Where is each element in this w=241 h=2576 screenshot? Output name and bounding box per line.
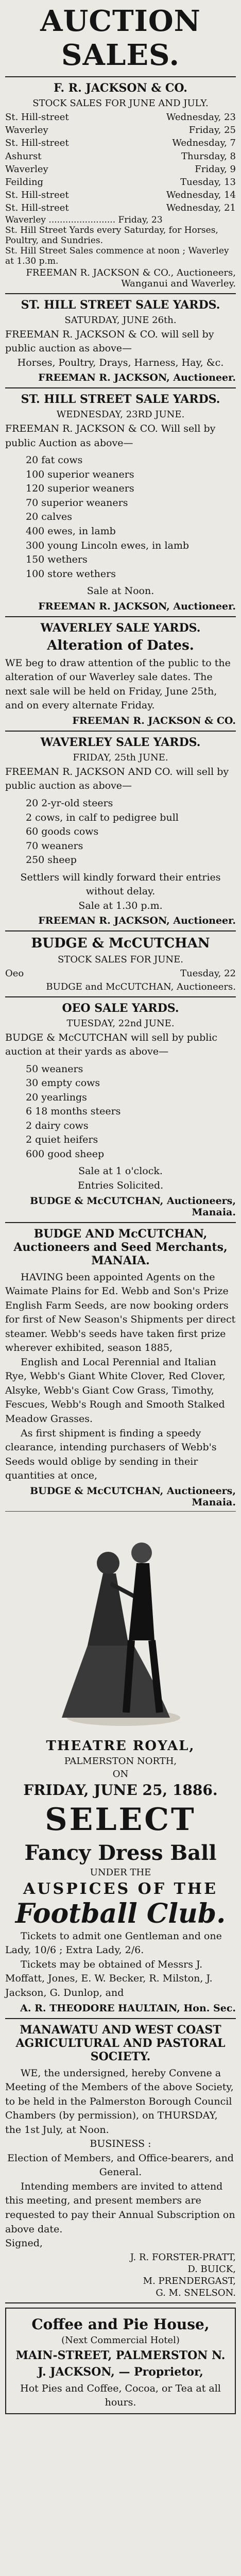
stock-date: Friday, 25 bbox=[188, 125, 236, 136]
stock-place: Waverley bbox=[5, 125, 48, 136]
alteration-notice bbox=[5, 621, 236, 726]
signatory: M. PRENDERGAST, bbox=[143, 2275, 236, 2286]
divider bbox=[5, 76, 236, 77]
advert-title: Coffee and Pie House, bbox=[31, 2315, 210, 2333]
stock-place: Waverley bbox=[5, 163, 48, 175]
list-item: 2 cows, in calf to pedigree bull bbox=[26, 811, 179, 823]
select-heading: SELECT bbox=[45, 1801, 196, 1838]
entries-note: Entries Solicited. bbox=[77, 1180, 164, 1192]
list-item: 70 superior weaners bbox=[26, 497, 128, 509]
sale-time: Sale at 1.30 p.m. bbox=[78, 900, 163, 911]
stock-date: Tuesday, 13 bbox=[180, 176, 236, 188]
divider bbox=[5, 930, 236, 931]
venue-title: THEATRE ROYAL, bbox=[46, 1738, 195, 1754]
list-item: 20 fat cows bbox=[26, 454, 83, 466]
firm-name: F. R. JACKSON & CO. bbox=[54, 81, 187, 95]
list-item: 70 weaners bbox=[26, 840, 83, 852]
notice-body: English and Local Perennial and Italian Rye, Webb's Giant White Clover, Red Clover, Alsyke, Webb's Giant Cow Grass, Timothy, Fescues, Webb's Rough and Smooth Stalked Meadow Grasses. bbox=[5, 1356, 226, 1425]
dancers-illustration bbox=[5, 1517, 236, 1733]
stock-note: Waverley ........................ Friday, 23 bbox=[5, 214, 163, 225]
dancing-couple-icon bbox=[5, 1517, 236, 1733]
notice-items: Horses, Poultry, Drays, Harness, Hay, &c. bbox=[17, 357, 224, 368]
notice-date: TUESDAY, 22nd JUNE. bbox=[66, 1018, 175, 1029]
notice-body: FREEMAN R. JACKSON & CO. Will sell by public Auction as above— bbox=[5, 423, 216, 449]
notice-title: BUDGE AND McCUTCHAN, Auctioneers and Seed Merchants, MANAIA. bbox=[13, 1227, 228, 1267]
sale-time: Sale at Noon. bbox=[87, 585, 154, 597]
advert-address: MAIN-STREET, PALMERSTON N. bbox=[15, 2348, 226, 2362]
stock-date: Wednesday, 23 bbox=[166, 112, 236, 123]
advert-proprietor: J. JACKSON, — Proprietor, bbox=[38, 2365, 203, 2379]
business-label: BUSINESS : bbox=[90, 2138, 151, 2150]
list-item: 150 wethers bbox=[26, 554, 88, 566]
notice-title: ST. HILL STREET SALE YARDS. bbox=[21, 393, 220, 406]
signature: FREEMAN R. JACKSON, Auctioneer. bbox=[38, 915, 236, 927]
stock-place: Ashurst bbox=[5, 150, 42, 162]
stock-place: St. Hill-street bbox=[5, 138, 69, 149]
stock-place: St. Hill-street bbox=[5, 112, 69, 123]
coffee-house-advert bbox=[5, 2308, 236, 2414]
stock-row bbox=[5, 967, 236, 980]
stock-date: Wednesday, 14 bbox=[166, 190, 236, 201]
sale-time: Sale at 1 o'clock. bbox=[78, 1165, 163, 1177]
advert-subtitle: (Next Commercial Hotel) bbox=[61, 2334, 180, 2346]
fancy-heading: Fancy Dress Ball bbox=[24, 1840, 217, 1865]
notice-heading: Alteration of Dates. bbox=[47, 637, 194, 653]
divider bbox=[5, 616, 236, 617]
list-item: 20 2-yr-old steers bbox=[26, 797, 113, 809]
under-label: UNDER THE bbox=[90, 1867, 151, 1878]
stock-row bbox=[5, 163, 236, 176]
stock-row bbox=[5, 189, 236, 201]
newspaper-page bbox=[0, 4, 241, 2576]
venue-on: ON bbox=[112, 1768, 129, 1780]
notice-body: WE beg to draw attention of the public to the alteration of our Waverley sale dates. The next sale will be held on Friday, June 25th, and on every alternate Friday. bbox=[5, 657, 231, 711]
stock-note: St. Hill Street Sales commence at noon ; Waverley at 1.30 p.m. bbox=[5, 245, 229, 266]
stock-note: St. Hill Street Yards every Saturday, for Horses, Poultry, and Sundries. bbox=[5, 225, 218, 246]
signature: BUDGE and McCUTCHAN, Auctioneers. bbox=[46, 981, 236, 992]
divider bbox=[5, 1222, 236, 1223]
list-item: 20 calves bbox=[26, 511, 72, 523]
signatory: G. M. SNELSON. bbox=[156, 2287, 236, 2298]
stock-row bbox=[5, 111, 236, 124]
list-item: 120 superior weaners bbox=[26, 483, 134, 495]
notice-date: WEDNESDAY, 23RD JUNE. bbox=[56, 409, 185, 420]
stock-row bbox=[5, 137, 236, 149]
list-item: 400 ewes, in lamb bbox=[26, 525, 116, 537]
lot-list bbox=[5, 796, 236, 868]
stock-date: Wednesday, 21 bbox=[166, 202, 236, 214]
signature: FREEMAN R. JACKSON, Auctioneer. bbox=[38, 372, 236, 384]
notice-date: FRIDAY, 25th JUNE. bbox=[73, 752, 168, 763]
list-item: 250 sheep bbox=[26, 854, 77, 866]
list-item: 2 dairy cows bbox=[26, 1120, 89, 1131]
list-item: 20 yearlings bbox=[26, 1091, 87, 1103]
stock-row bbox=[5, 201, 236, 214]
notice-title: WAVERLEY SALE YARDS. bbox=[40, 621, 201, 635]
notice-body: FREEMAN R. JACKSON & CO. will sell by public auction as above— bbox=[5, 328, 214, 354]
notice-note: Settlers will kindly forward their entries without delay. bbox=[20, 871, 221, 897]
society-notice bbox=[5, 2023, 236, 2298]
divider bbox=[5, 293, 236, 294]
list-item: 30 empty cows bbox=[26, 1077, 100, 1089]
signature: FREEMAN R. JACKSON & CO., Auctioneers, Wanganui and Waverley. bbox=[26, 267, 236, 289]
auspices-heading: AUSPICES OF THE bbox=[23, 1879, 218, 1898]
lot-list bbox=[5, 453, 236, 581]
stock-row bbox=[5, 176, 236, 189]
notice-date: SATURDAY, JUNE 26th. bbox=[64, 314, 177, 326]
sale-notice bbox=[5, 298, 236, 384]
notice-title: WAVERLEY SALE YARDS. bbox=[40, 735, 201, 749]
notice-body: BUDGE & McCUTCHAN will sell by public auction at their yards as above— bbox=[5, 1031, 218, 1058]
business-items: Election of Members, and Office-bearers, and General. bbox=[7, 2152, 234, 2178]
list-item: 50 weaners bbox=[26, 1063, 83, 1075]
stock-date: Thursday, 8 bbox=[181, 150, 236, 162]
signature: BUDGE & McCUTCHAN, Auctioneers, Manaia. bbox=[30, 1195, 236, 1218]
event-date: FRIDAY, JUNE 25, 1886. bbox=[23, 1781, 218, 1799]
list-item: 100 store wethers bbox=[26, 568, 116, 580]
advert-menu: Hot Pies and Coffee, Cocoa, or Tea at all hours. bbox=[20, 2382, 221, 2409]
divider bbox=[5, 996, 236, 997]
notice-body: As first shipment is finding a speedy clearance, intending purchasers of Webb's Seeds would oblige by sending in their quantities at once, bbox=[5, 1427, 217, 1482]
notice-body: FREEMAN R. JACKSON AND CO. will sell by public auction as above— bbox=[5, 766, 229, 792]
notice-title: ST. HILL STREET SALE YARDS. bbox=[21, 298, 220, 312]
list-item: 100 superior weaners bbox=[26, 468, 134, 480]
stock-place: St. Hill-street bbox=[5, 190, 69, 201]
list-item: 6 18 months steers bbox=[26, 1106, 121, 1117]
stock-date: Wednesday, 7 bbox=[172, 138, 236, 149]
stock-row bbox=[5, 150, 236, 163]
signature: A. R. THEODORE HAULTAIN, Hon. Sec. bbox=[20, 2002, 236, 2014]
sale-notice bbox=[5, 736, 236, 926]
divider bbox=[5, 2302, 236, 2303]
notice-body: WE, the undersigned, hereby Convene a Meeting of the Members of the above Society, to be held in the Palmerston Borough Council Chambers (by permission), on THURSDAY, the 1st July, at Noon. bbox=[5, 2067, 234, 2136]
list-item: 2 quiet heifers bbox=[26, 1134, 98, 1146]
list-item: 60 goods cows bbox=[26, 826, 99, 838]
divider bbox=[5, 731, 236, 732]
divider bbox=[5, 2018, 236, 2019]
venue-place: PALMERSTON NORTH, bbox=[64, 1755, 177, 1767]
stock-date: Tuesday, 22 bbox=[180, 968, 236, 979]
stock-sales-section bbox=[5, 98, 236, 289]
list-item: 300 young Lincoln ewes, in lamb bbox=[26, 539, 190, 551]
stock-place: Oeo bbox=[5, 968, 24, 979]
stock-date: Friday, 9 bbox=[195, 163, 236, 175]
ticket-info: Tickets to admit one Gentleman and one Lady, 10/6 ; Extra Lady, 2/6. bbox=[5, 1930, 222, 1956]
divider bbox=[5, 387, 236, 388]
stock-sales-title: STOCK SALES FOR JUNE AND JULY. bbox=[32, 98, 209, 109]
signatory: D. BUICK, bbox=[187, 2263, 236, 2275]
club-heading: Football Club. bbox=[15, 1897, 226, 1929]
signature: BUDGE & McCUTCHAN, Auctioneers, Manaia. bbox=[30, 1485, 236, 1508]
ticket-sellers: Tickets may be obtained of Messrs J. Moffatt, Jones, E. W. Becker, R. Milston, J. Jackson, G. Dunlop, and bbox=[5, 1958, 213, 1998]
firm-title: BUDGE & McCUTCHAN bbox=[31, 936, 210, 952]
budge-stock-sales bbox=[5, 936, 236, 992]
attend-note: Intending members are invited to attend this meeting, and present members are requested to pay their Annual Subscription on above date. bbox=[5, 2180, 235, 2235]
signature: FREEMAN R. JACKSON & CO. bbox=[72, 715, 236, 726]
stock-place: Feilding bbox=[5, 176, 44, 188]
stock-sales-title: STOCK SALES FOR JUNE. bbox=[57, 954, 184, 965]
stock-place: St. Hill-street bbox=[5, 202, 69, 214]
sale-notice bbox=[5, 1002, 236, 1218]
notice-title: OEO SALE YARDS. bbox=[62, 1001, 179, 1015]
signed-label: Signed, bbox=[5, 2238, 43, 2249]
sale-notice bbox=[5, 393, 236, 612]
theatre-notice bbox=[5, 1738, 236, 2014]
stock-row bbox=[5, 124, 236, 137]
signatory: J. R. FORSTER-PRATT, bbox=[130, 2251, 236, 2263]
seed-notice bbox=[5, 1227, 236, 1508]
divider bbox=[5, 1511, 236, 1512]
notice-body: HAVING been appointed Agents on the Waimate Plains for Ed. Webb and Son's Prize English Farm Seeds, are now booking orders for first of New Season's Shipments per direct steamer. Webb's seeds have taken first prize wherever exhibited, season 1885, bbox=[5, 1271, 236, 1354]
page-title: AUCTION SALES. bbox=[40, 4, 201, 72]
lot-list bbox=[5, 1062, 236, 1162]
signature: FREEMAN R. JACKSON, Auctioneer. bbox=[38, 600, 236, 612]
notice-title: MANAWATU AND WEST COAST AGRICULTURAL AND PASTORAL SOCIETY. bbox=[15, 2023, 226, 2063]
list-item: 600 good sheep bbox=[26, 1148, 105, 1160]
